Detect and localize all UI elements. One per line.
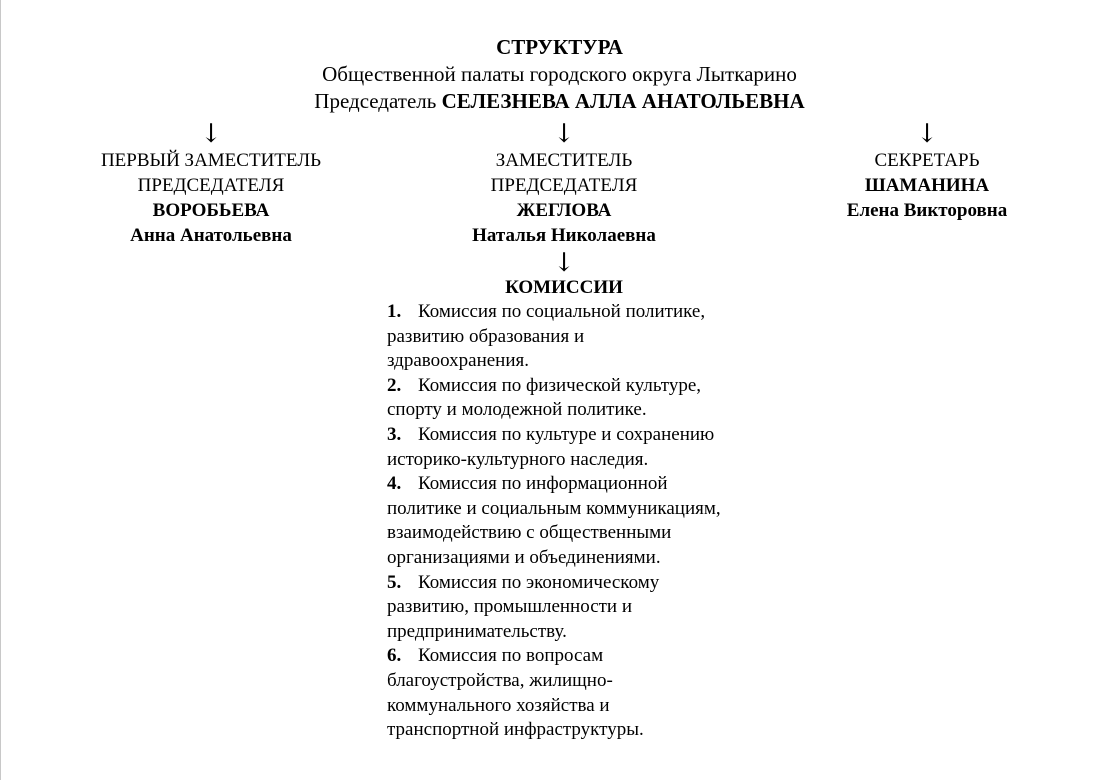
list-item-text: Комиссия по культуре и сохранению [418,423,715,445]
list-item [387,472,787,570]
list-item-text: Комиссия по информационной [418,473,668,495]
first-deputy-role-line2: ПРЕДСЕДАТЕЛЯ [137,175,285,196]
first-deputy-role-line1: ПЕРВЫЙ ЗАМЕСТИТЕЛЬ [100,150,322,171]
deputy-role-line1: ЗАМЕСТИТЕЛЬ [495,150,633,171]
first-deputy-surname: ВОРОБЬЕВА [152,200,270,221]
chair-name: СЕЛЕЗНЕВА АЛЛА АНАТОЛЬЕВНА [441,89,805,113]
document-subtitle: Общественной палаты городского округа Лыткарино [322,62,797,86]
list-item-text: спорту и молодежной политике. [387,399,647,421]
deputy-first-names: Наталья Николаевна [472,225,656,246]
commissions-list [387,300,787,743]
list-item-number: 3. [387,423,402,445]
first-deputy-first-names: Анна Анатольевна [130,225,292,246]
secretary-first-names: Елена Викторовна [846,200,1008,221]
list-item-number: 6. [387,645,402,667]
deputy-block [414,148,714,248]
deputy-role-line2: ПРЕДСЕДАТЕЛЯ [490,175,638,196]
list-item-number: 1. [387,301,402,322]
list-item-text: коммунального хозяйства и [387,694,610,716]
secretary-role-line1: СЕКРЕТАРЬ [874,150,980,171]
list-item-text: организациями и объединениями. [387,546,661,568]
list-item [387,644,787,742]
list-item-text: Комиссия по экономическому [418,571,660,593]
list-item-text: развитию, промышленности и [387,596,633,618]
list-item-text: транспортной инфраструктуры. [387,719,644,741]
commissions-title: КОМИССИИ [505,277,623,298]
list-item-text: здравоохранения. [387,350,529,372]
list-item-text: предпринимательству. [387,620,567,642]
secretary-surname: ШАМАНИНА [864,175,990,196]
arrow-down-icon: ↓ [553,119,575,149]
arrow-down-icon: ↓ [200,119,222,149]
list-item-text: Комиссия по социальной политике, [418,301,706,322]
deputy-surname: ЖЕГЛОВА [516,200,612,221]
list-item-number: 2. [387,374,402,396]
list-item [387,571,787,645]
arrow-down-icon: ↓ [916,119,938,149]
secretary-block [777,148,1077,223]
list-item-text: взаимодействию с общественными [387,522,672,544]
list-item-number: 4. [387,473,402,495]
list-item [387,423,787,472]
first-deputy-block [61,148,361,248]
list-item-text: Комиссия по вопросам [418,645,604,667]
arrow-down-icon: ↓ [553,248,575,278]
list-item-text: историко-культурного наследия. [387,448,649,470]
list-item-text: благоустройства, жилищно- [387,669,613,691]
list-item-text: политике и социальным коммуникациям, [387,497,721,519]
chair-label: Председатель [314,89,437,113]
list-item-text: развитию образования и [387,325,585,347]
list-item [387,374,787,423]
list-item-number: 5. [387,571,402,593]
document-header [1,34,1117,115]
list-item-text: Комиссия по физической культуре, [418,374,702,396]
chair-line [1,88,1117,115]
list-item [387,300,787,374]
document-title: СТРУКТУРА [496,35,623,59]
